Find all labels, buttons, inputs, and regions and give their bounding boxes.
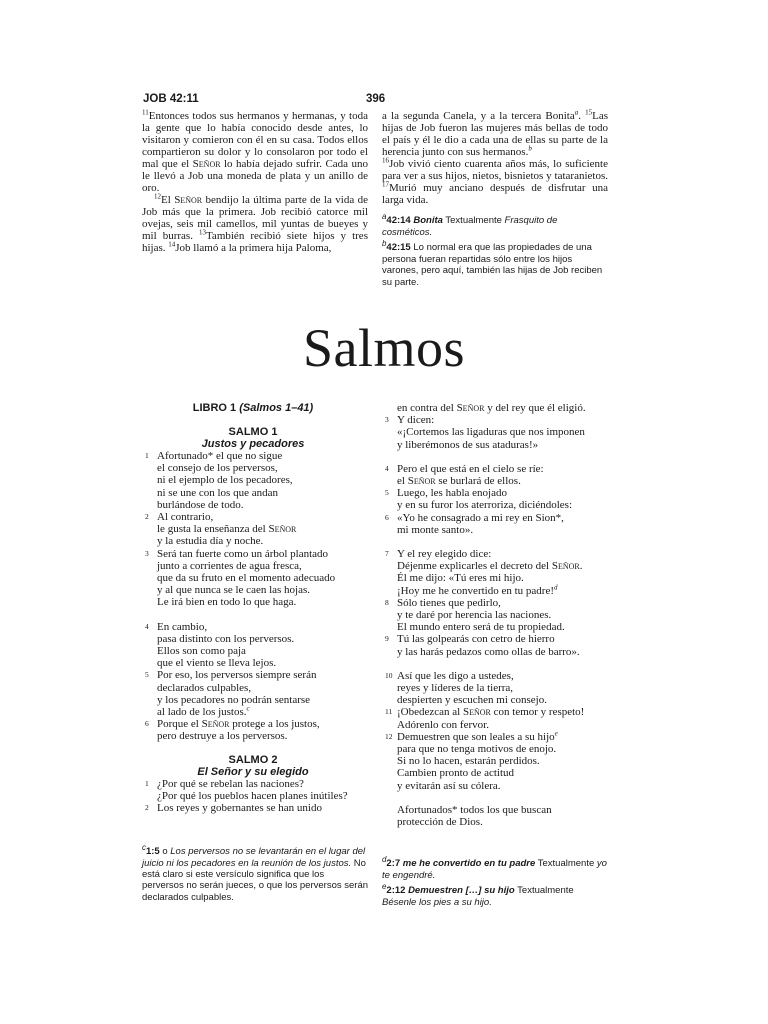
verse-line-text: el consejo de los perversos, [157,462,278,475]
verse-text: Job vivió ciento cuarenta años más, lo suficiente para ver a sus hijos, nietos, bisnietos y tataranietos. [382,158,608,182]
verse-line-text: mi monte santo». [397,523,474,536]
verse-text: El Señor bendijo la última parte de la vida de Job más que la primera. Job recibió catorce mil ovejas, seis mil camellos, mil yuntas de bueyes y mil burras. [142,194,368,242]
verse-line-text: Pero el que está en el cielo se ríe: [397,462,544,475]
verse-text: Las hijas de Job fueron las mujeres más bellas de todo el país y él le dio a cada una de ellas su parte de la herencia junto con sus hermanos. [382,110,608,158]
verse-line-text: Cambien pronto de actitud [397,767,514,780]
verse-number: 1 [145,779,149,788]
verse-line [385,767,620,779]
verse-line-text: Afortunados* todos los que buscan [397,803,552,816]
verse-number: 16 [382,156,389,165]
verse-text: Murió muy anciano después de disfrutar una larga vida. [382,182,608,206]
verse-line [145,718,370,730]
verse-line-text: Será tan fuerte como un árbol plantado [157,547,329,560]
verse-line [145,621,370,633]
psalm-1-title: SALMO 1 [228,426,278,438]
verse-line [145,487,370,499]
verse-line-text: y liberémonos de sus ataduras!» [397,438,539,451]
verse-line [385,572,620,584]
verse-text: a la segunda Canela, y a la tercera Bonita [382,110,575,122]
verse-line [145,572,370,584]
verse-number: 12 [385,731,393,741]
verse-line [145,450,370,462]
verse-line [145,778,370,790]
verse-line [385,780,620,792]
verse-line [145,682,370,694]
verse-number: 4 [385,463,389,473]
psalm-2-subtitle: El Señor y su elegido [197,766,309,778]
job-paragraph-14-17: a la segunda Canela, y a la tercera Bonita$^a$. $^{15}$Las hijas de Job fueron las mujeres más bellas de todo el país y él le dio a cada una de ellas su parte de la herencia junto con sus hermanos.$^b$ $^{16}$Job vivió ciento cuarenta años más, lo suficiente para ver a sus hijos, nietos, bisnietos y tataranietos. $^{17}$Murió muy anciano después de disfrutar una larga vida. [382,108,608,206]
verse-line [385,743,620,755]
footnote-b: $^b$42:15 Lo normal era que las propiedades de una persona fueran repartidas sólo entre los hijos varones, pero aquí, también las hijas de Job reciben su parte. [382,239,603,288]
verse-line-text: Así que les digo a ustedes, [397,669,514,682]
verse-line [145,706,370,718]
verse-line [145,462,370,474]
verse-line [145,657,370,669]
psalm-2-text-left [145,778,370,815]
footnote-marker: e [554,729,558,738]
verse-number: 6 [145,719,149,729]
verse-line [145,790,370,802]
verse-line-text: Al contrario, [157,511,214,524]
stanza-break [385,792,620,804]
verse-line-text: ¡Hoy me he convertido en tu padre! [397,584,554,597]
verse-line-text: Porque el Señor protege a los justos, [157,718,320,731]
job-paragraph-11 [142,110,368,194]
verse-line-text: Ellos son como paja [157,645,246,658]
verse-line [385,609,620,621]
verse-number: 3 [145,548,149,558]
verse-line-text: ¿Por qué se rebelan las naciones? [157,778,304,790]
verse-line-text: y las harás pedazos como ollas de barro». [397,645,580,658]
verse-line-text: y en su furor los aterroriza, diciéndoles: [397,499,573,512]
verse-line-text: Si no lo hacen, estarán perdidos. [397,755,540,768]
verse-line [385,463,620,475]
verse-line-text: Los reyes y gobernantes se han unido [157,802,322,815]
verse-number: 11 [142,108,149,117]
verse-line [385,804,620,816]
verse-number: 7 [385,549,389,559]
verse-line-text: Y dicen: [397,414,435,427]
verse-line-text: Tú las golpearás con cetro de hierro [397,633,555,646]
verse-line [385,816,620,828]
verse-number: 5 [145,670,149,680]
verse-line [145,511,370,523]
verse-number: 5 [385,488,389,498]
verse-line-text: Afortunado* el que no sigue [157,450,283,462]
job-paragraph-12 [142,194,368,254]
libro-heading: LIBRO 1 (Salmos 1–41) [192,402,314,414]
verse-line [145,645,370,657]
verse-line [385,487,620,499]
verse-line-text: Por eso, los perversos siempre serán [157,669,317,682]
footnote-marker: a [574,108,579,117]
footnotes-d-e [382,854,610,908]
footnote-marker: d [554,582,558,591]
job-column-1 [142,110,368,254]
verse-number: 17 [382,180,389,189]
verse-line [145,633,370,645]
verse-line-text: y te daré por herencia las naciones. [397,609,552,622]
verse-line-text: Y el rey elegido dice: [397,548,492,561]
footnote-e: $^e$2:12 Demuestren […] su hijo Textualmente Bésenle los pies a su hijo. [382,881,574,908]
verse-line [385,694,620,706]
verse-text: Job llamó a la primera hija Paloma, [175,242,332,254]
verse-line-text: El mundo entero será de tu propiedad. [397,621,565,634]
verse-line [145,499,370,511]
verse-line-text: «Yo he consagrado a mi rey en Sion*, [397,511,564,524]
verse-number: 2 [145,803,149,813]
verse-line-text: Déjenme explicarles el decreto del Señor. [397,560,583,573]
verse-line-text: junto a corrientes de agua fresca, [157,559,302,572]
verse-line-text: para que no tenga motivos de enojo. [397,743,557,756]
verse-number: 15 [585,108,593,117]
verse-line [385,597,620,609]
footnote-c: $^c$1:5 o Los perversos no se levantarán en el lugar del juicio ni los pecadores en la reunión de los justos. No está claro si este versículo significa que los perversos no serán jueces, o que los perversos serán declarados culpables. [142,843,369,903]
verse-line-text: que el viento se lleva lejos. [157,657,277,670]
verse-line-text: burlándose de todo. [157,498,244,511]
stanza-break [385,658,620,670]
verse-line [385,548,620,560]
verse-number: 14 [168,240,176,249]
verse-line [385,670,620,682]
footnote-a: $^a$42:14 Bonita Textualmente Frasquito de cosméticos. [382,212,558,238]
verse-number: 6 [385,512,389,522]
verse-line [385,633,620,645]
verse-line-text: pero destruye a los perversos. [157,730,288,743]
verse-line [145,523,370,535]
verse-line [385,682,620,694]
verse-line-text: el Señor se burlará de ellos. [397,475,521,488]
verse-line-text: reyes y líderes de la tierra, [397,682,514,695]
verse-line [385,706,620,718]
verse-line [385,439,620,451]
verse-line [385,426,620,438]
verse-line [145,474,370,486]
verse-line-text: protección de Dios. [397,816,483,829]
verse-line-text: Él me dijo: «Tú eres mi hijo. [397,572,524,585]
verse-line [385,731,620,743]
verse-number: 8 [385,597,389,607]
verse-line-text: ni el ejemplo de los pecadores, [157,474,293,487]
verse-line [145,535,370,547]
verse-line-text: y evitarán así su cólera. [397,779,501,792]
verse-line [385,646,620,658]
verse-line-text: ni se une con los que andan [157,486,278,499]
running-head-reference: JOB 42:11 [143,93,199,105]
footnote-marker: c [246,704,250,713]
verse-line [145,669,370,681]
verse-text: También recibió siete hijos y tres hijas. [142,230,368,254]
verse-line-text: pasa distinto con los perversos. [157,632,295,645]
footnote-marker: b [528,144,532,153]
verse-line [385,560,620,572]
verse-line-text: en contra del Señor y del rey que él eligió. [397,402,586,414]
verse-line [385,524,620,536]
stanza-break [385,451,620,463]
verse-line [145,584,370,596]
verse-line [385,719,620,731]
verse-line [385,499,620,511]
verse-line [385,621,620,633]
psalm-2-title: SALMO 2 [228,754,278,766]
verse-line [385,582,620,597]
verse-line [145,548,370,560]
verse-line-text: declarados culpables, [157,681,252,694]
verse-line [145,560,370,572]
verse-number: 10 [385,670,393,680]
verse-line [385,414,620,426]
verse-line [385,402,620,414]
verse-line-text: ¡Obedezcan al Señor con temor y respeto! [397,706,585,719]
verse-number: 2 [145,512,149,522]
stanza-break [145,609,370,621]
verse-line-text: Le irá bien en todo lo que haga. [157,596,297,609]
verse-line [385,475,620,487]
verse-line-text: y los pecadores no podrán sentarse [157,693,311,706]
verse-line [145,694,370,706]
verse-number: 13 [198,228,206,237]
verse-line-text: que da su fruto en el momento adecuado [157,572,336,585]
verse-line-text: Luego, les habla enojado [397,487,507,500]
verse-number: 4 [145,621,149,631]
psalm-1-text [145,450,370,743]
verse-line-text: ¿Por qué los pueblos hacen planes inútiles? [157,790,348,803]
verse-line-text: En cambio, [157,620,208,633]
verse-line-text: Demuestren que son leales a su hijo [397,730,555,743]
verse-line-text: Adórenlo con fervor. [397,718,489,731]
verse-number: 3 [385,415,389,425]
book-title: Salmos [302,318,466,378]
verse-line [385,755,620,767]
verse-line-text: y al que nunca se le caen las hojas. [157,584,311,597]
verse-line-text: Sólo tienes que pedirlo, [397,596,501,609]
verse-number: 11 [385,707,393,717]
verse-line-text: «¡Cortemos las ligaduras que nos imponen [397,426,585,439]
verse-text: Entonces todos sus hermanos y hermanas, y toda la gente que lo había conocido desde antes, lo visitaron y comieron con él en su casa. Todos ellos compartieron su dolor y lo consolaron por todo el mal que el Señor lo había dejado sufrir. Cada uno le llevó a Job una moneda de plata y un anillo de oro. [142,110,368,194]
page-number: 396 [366,93,386,105]
verse-line-text: despierten y escuchen mi consejo. [397,694,547,707]
verse-line [145,730,370,742]
verse-number: 12 [154,192,161,201]
footnote-d: $^d$2:7 me he convertido en tu padre Textualmente yo te engendré. [382,855,607,881]
verse-number: 9 [385,634,389,644]
job-footnotes [382,211,610,288]
verse-line [385,512,620,524]
verse-number: 1 [145,451,149,460]
verse-line [145,802,370,814]
job-column-2 [382,110,608,206]
verse-line-text: y la estudia día y noche. [157,535,264,548]
verse-line [145,596,370,608]
verse-line-text: al lado de los justos. [157,706,247,719]
psalm-1-subtitle: Justos y pecadores [201,438,305,450]
stanza-break [385,536,620,548]
psalm-2-text-right [385,402,620,828]
verse-line-text: le gusta la enseñanza del Señor [157,523,297,536]
